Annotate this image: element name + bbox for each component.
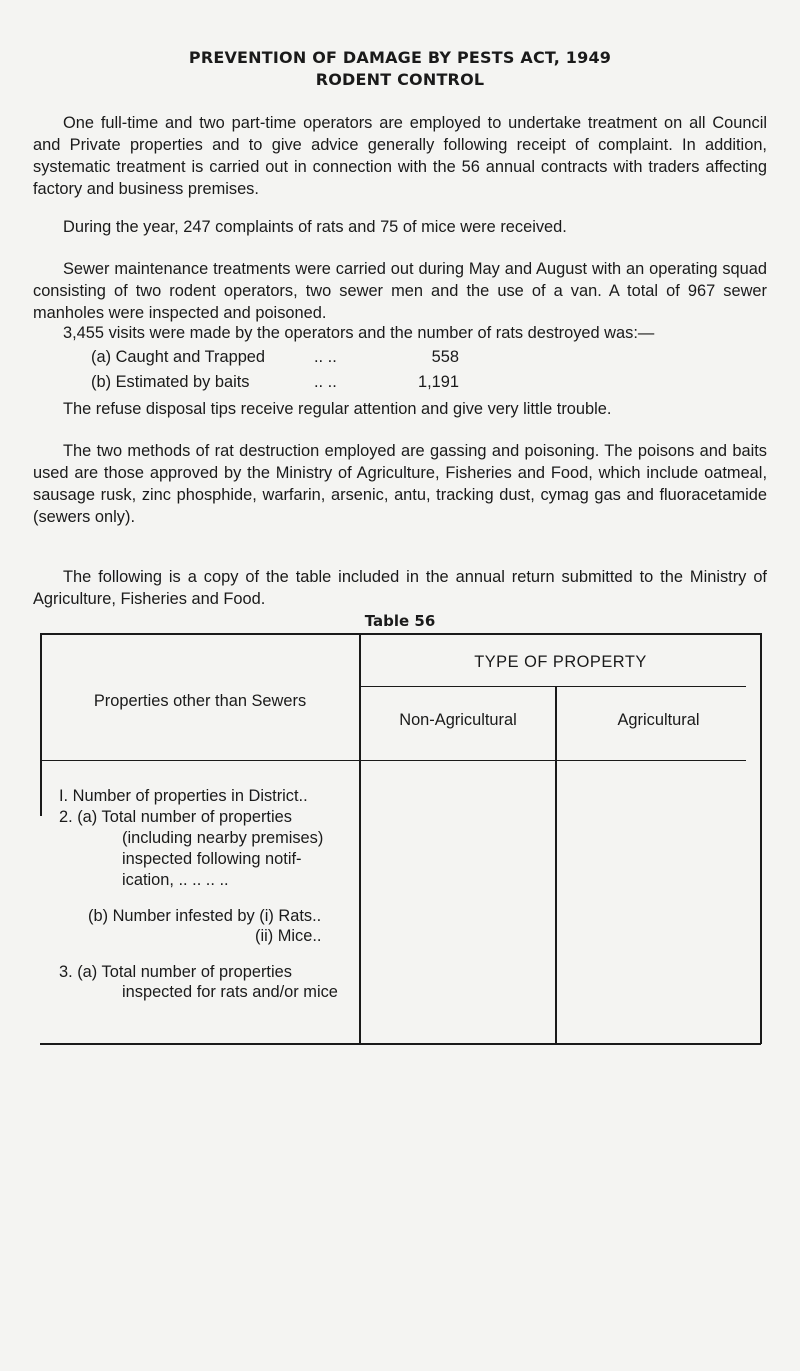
column-divider [359,633,361,1044]
paragraph-staffing: One full-time and two part-time operators are employed to undertake treatment on all Council and Private properties and to give advice generally following receipt of complaint. In addition, systematic treatment is carried out in connection with the 56 annual contracts with traders affecting factory and business premises. [33,114,767,198]
leader-dots: .. .. [314,348,337,366]
table-top-rule [40,633,761,635]
row-label: (ii) Mice.. [255,927,322,945]
rats-destroyed-value: 558 [431,348,459,366]
row-label: (b) Number infested by (i) Rats.. [88,907,322,925]
leader-dots: .. .. [314,373,337,391]
row-label: I. Number of properties in District.. [59,787,308,805]
paragraph-sewer-maintenance: Sewer maintenance treatments were carried out during May and August with an operating squad consisting of two rodent operators, two sewer men and the use of a van. A total of 967 sewer manholes were inspected and poisoned. [33,260,767,322]
rats-destroyed-label: (b) Estimated by baits [91,373,250,391]
table-left-rule [40,633,42,816]
paragraph-visits: 3,455 visits were made by the operators and the number of rats destroyed was:— [63,324,655,342]
page-subtitle: RODENT CONTROL [315,70,485,89]
row-label: (including nearby premises) [122,829,324,847]
column-header-non-agricultural: Non-Agricultural [399,711,517,729]
header-rule [361,760,746,761]
row-label: 2. (a) Total number of properties [59,808,292,826]
paragraph-complaints: During the year, 247 complaints of rats and 75 of mice were received. [63,218,567,236]
column-header-agricultural: Agricultural [617,711,700,729]
paragraph-methods: The two methods of rat destruction employed are gassing and poisoning. The poisons and baits used are those approved by the Ministry of Agriculture, Fisheries and Food, which include oatmeal, sausage rusk, zinc phosphide, warfarin, arsenic, antu, tracking dust, cymag gas and fluoracetamide (sewers only). [33,442,767,526]
group-header-rule [361,686,746,687]
paragraph-refuse-tips: The refuse disposal tips receive regular attention and give very little trouble. [63,400,612,418]
group-header: TYPE OF PROPERTY [474,653,647,671]
header-rule [40,760,360,761]
row-label: inspected for rats and/or mice [122,983,338,1001]
page-title: PREVENTION OF DAMAGE BY PESTS ACT, 1949 [188,48,612,67]
table-bottom-rule [40,1043,761,1045]
column-divider [555,686,557,1044]
row-header: Properties other than Sewers [93,692,307,710]
rats-destroyed-value: 1,191 [417,373,459,391]
table-title: Table 56 [364,612,436,630]
row-label: ication, .. .. .. .. [122,871,229,889]
table-right-rule [760,633,762,1044]
row-label: inspected following notif- [122,850,302,868]
paragraph-table-intro: The following is a copy of the table included in the annual return submitted to the Ministry of Agriculture, Fisheries and Food. [33,568,767,608]
rats-destroyed-label: (a) Caught and Trapped [91,348,266,366]
row-label: 3. (a) Total number of properties [59,963,292,981]
